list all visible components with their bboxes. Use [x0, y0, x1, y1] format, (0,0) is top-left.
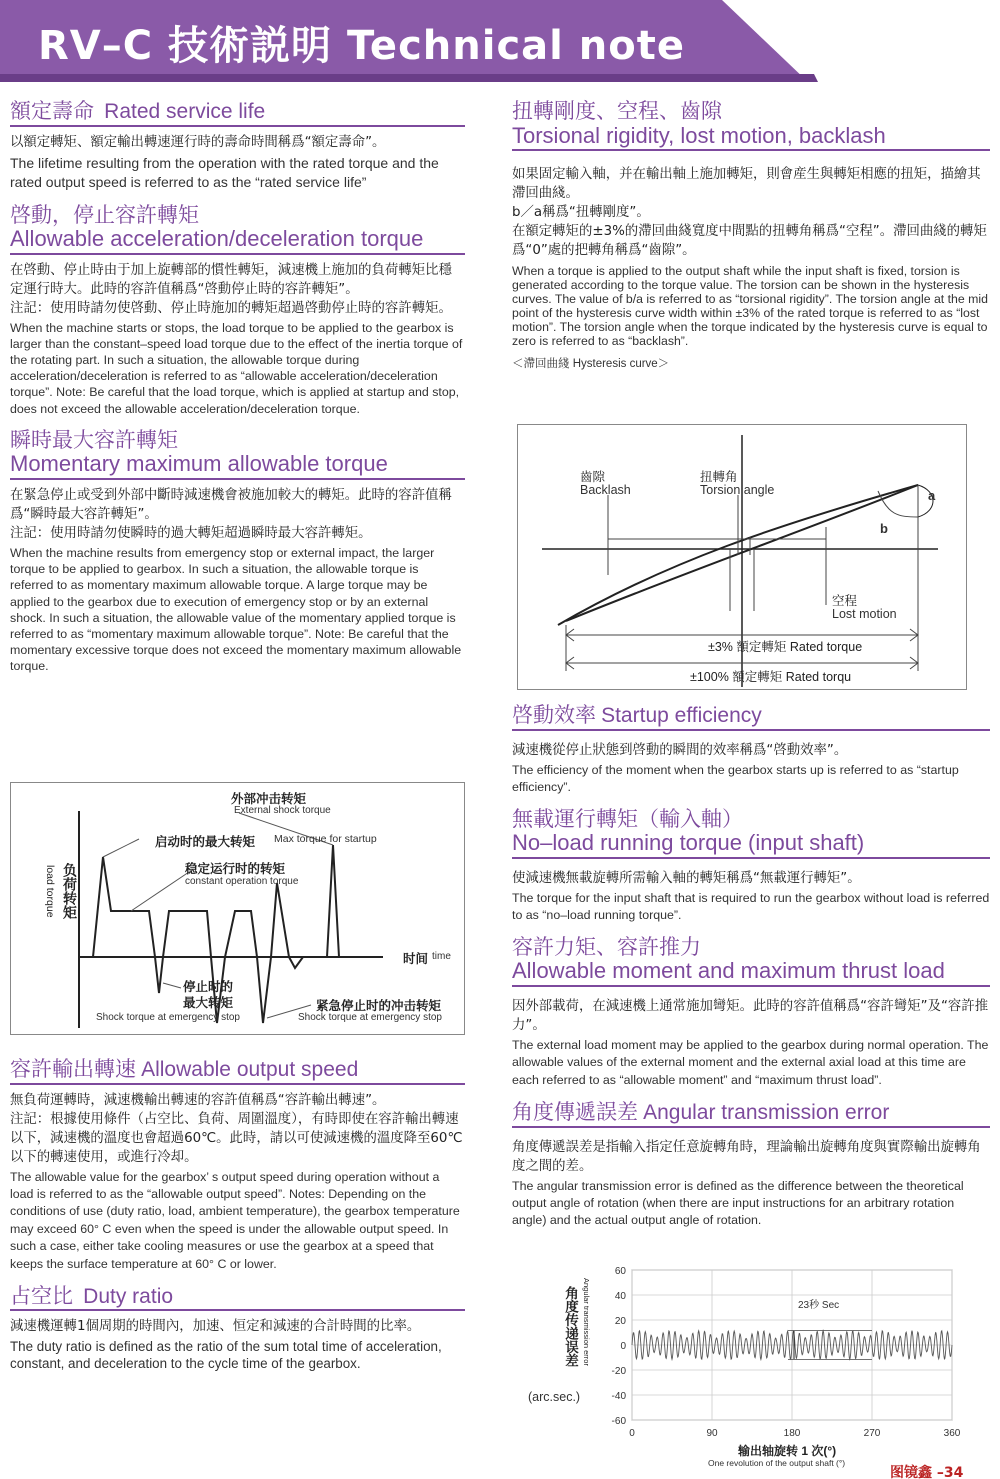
title-en: Allowable moment and maximum thrust load: [512, 958, 945, 984]
body-en: When the machine starts or stops, the load torque to be applied to the gearbox is larger than the constant–speed load torque due to the effect of the inertia torque of the rotating part. In such a situation, the allowable torque during acceleration/deceleration is referred to as “allowable acceleration/deceleration torque”. Note: Be careful that the load torque, which is applied at startup and stop, does not exceed the allowable acceleration/deceleration torque.: [10, 320, 463, 416]
rated-100pct: ±100% 額定轉矩 Rated torqu: [690, 670, 852, 684]
body-en: The efficiency of the moment when the gearbox starts up is referred to as “startup efficiency”.: [512, 762, 959, 794]
rated-3pct: ±3% 額定轉矩 Rated torque: [708, 640, 863, 654]
x-tick-label: 90: [706, 1428, 718, 1439]
body-en: When the machine results from emergency stop or external impact, the larger torque to be applied to gearbox. In such a situation, the allowable torque is referred to as momentary maximum allowable torque. A large torque may be applied to the gearbox due to execution of emergency stop or by an external shock. In such a situation, the allowable value of the momentary applied torque is referred to as “momentary maximum allowable torque”. Note: Be careful that the momentary excessive torque does not exceed the momentary maximum allowable torque.: [10, 546, 462, 674]
y-tick-label: -60: [611, 1416, 626, 1427]
time-zh: 时间: [403, 952, 429, 966]
title-zh: 容許輸出轉速: [10, 1057, 136, 1081]
chart-ylabel-zh: 角度传递误差: [562, 1286, 578, 1367]
section-title: [512, 936, 990, 987]
x-tick-label: 360: [943, 1428, 961, 1439]
stop-zh-2: 最大转矩: [183, 996, 234, 1010]
steady-torque-en: constant operation torque: [185, 876, 299, 887]
right-column: [512, 100, 990, 384]
x-tick-label: 180: [783, 1428, 801, 1439]
section-title: [10, 1058, 465, 1085]
left-column-lower: [10, 1058, 465, 1384]
title-zh: 容許力矩、容許推力: [512, 934, 701, 959]
title-en: Angular transmission error: [643, 1101, 890, 1125]
section-title: [512, 704, 990, 731]
backlash-zh: 齒隙: [580, 470, 606, 484]
section-title: [512, 1101, 990, 1128]
title-en: No–load running torque (input shaft): [512, 830, 865, 856]
angular-error-chart: [520, 1260, 990, 1470]
title-en: Startup efficiency: [601, 704, 762, 727]
page-footer: 图镜鑫 –34: [890, 1465, 964, 1479]
title-zh: 扭轉剛度、空程、齒隙: [512, 99, 722, 123]
body-en: The lifetime resulting from the operation with the rated torque and the rated output speed is referred to as the “rated service life”: [10, 154, 439, 190]
section-title: [512, 808, 990, 859]
chart-yunit: (arc.sec.): [528, 1390, 581, 1404]
ylabel-zh: 负荷转矩: [61, 863, 77, 919]
section-title: [512, 100, 990, 151]
note-zh: 注記：使用時請勿使啓動、停止時施加的轉矩超過啓動停止時的容許轉矩。: [10, 300, 452, 316]
body-en: The duty ratio is defined as the ratio of the sum total time of acceleration, constant, and deceleration to the cycle time of the gearbox.: [10, 1339, 442, 1372]
section-noload: [512, 808, 990, 924]
external-shock-en: External shock torque: [234, 805, 331, 816]
body-zh: 減速機運轉1個周期的時間內，加速、恒定和減速的合計時間的比率。: [10, 1319, 421, 1335]
title-zh: 啓動，停止容許轉矩: [10, 202, 199, 227]
chart-xlabel-en: One revolution of the output shaft (°): [708, 1458, 846, 1468]
chart-xlabel-zh: 输出轴旋转 1 次(°): [738, 1444, 837, 1458]
title-zh: 無載運行轉矩（輸入軸）: [512, 806, 743, 831]
y-tick-label: -20: [611, 1366, 626, 1377]
right-column-lower: [512, 704, 990, 1242]
y-tick-label: 20: [614, 1316, 626, 1327]
y-tick-label: 0: [620, 1341, 626, 1352]
section-title: [10, 204, 465, 255]
steady-torque-zh: 稳定运行时的转矩: [185, 862, 286, 876]
lost-motion-en: Lost motion: [832, 607, 897, 621]
title-en: Rated service life: [104, 100, 266, 123]
time-en: time: [432, 951, 451, 962]
label-b: b: [880, 521, 888, 536]
title-zh: 占空比: [10, 1283, 73, 1308]
title-en: Duty ratio: [83, 1284, 174, 1308]
hysteresis-figure: [517, 424, 967, 690]
section-title: [10, 429, 465, 480]
section-startup: [512, 704, 990, 796]
body-zh: 減速機從停止狀態到啓動的瞬間的效率稱爲“啓動效率”。: [512, 742, 848, 758]
body-en: The allowable value for the gearbox’ s output speed during operation without a load is referred to as the “allowable output speed”. Notes: Depending on the conditions of use (duty ratio, load, ambient temperature), the gearbox temperature may exceed 60° C even when the speed is under the allowable output speed. In such a case, either take cooling measures or use the gearbox at a speed that keeps the surface temperature at 60° C or lower.: [10, 1169, 460, 1271]
torsion-angle-zh: 扭轉角: [700, 470, 738, 484]
x-tick-label: 270: [863, 1428, 881, 1439]
backlash-en: Backlash: [580, 483, 631, 497]
title-zh: 額定壽命: [10, 99, 94, 123]
section-momentary: [10, 429, 465, 675]
title-zh: 啓動效率: [512, 703, 596, 727]
chart-annotation: 23秒 Sec: [798, 1300, 840, 1311]
title-zh: 角度傳遞誤差: [512, 1100, 638, 1125]
left-column: [10, 100, 465, 687]
title-en: Momentary maximum allowable torque: [10, 451, 388, 477]
body-zh: 無負荷運轉時，減速機輸出轉速的容許值稱爲“容許輸出轉速”。: [10, 1092, 386, 1108]
body-zh-3: 在額定轉矩的±3%的滯回曲綫寬度中間點的扭轉角稱爲“空程”。滯回曲綫的轉矩爲“0”處的把轉角稱爲“齒隙”。: [512, 224, 987, 259]
chart-ylabel-en: Angular transmission error: [582, 1278, 591, 1366]
stop-zh-1: 停止时的: [183, 980, 234, 994]
title-zh: 瞬時最大容許轉矩: [10, 427, 178, 452]
section-rated-life: [10, 100, 465, 192]
y-tick-label: 40: [614, 1291, 626, 1302]
note-zh: 注記：根據使用條件（占空比、負荷、周圍溫度），有時即使在容許輸出轉速以下，減速機的溫度也會超過60℃。此時，請以可使減速機的溫度降至60℃以下的轉速使用，或進行冷却。: [10, 1111, 463, 1165]
body-en: The external load moment may be applied to the gearbox during normal operation. The allowable values of the external moment and the external axial load at this time are each referred to as “allowable moment” and “maximum thrust load”.: [512, 1037, 989, 1087]
emergency-en: Shock torque at emergency stop: [298, 1012, 442, 1023]
body-zh: 角度傳遞誤差是指輸入指定任意旋轉角時，理論輸出旋轉角度與實際輸出旋轉角度之間的差。: [512, 1139, 981, 1174]
section-title: [10, 100, 465, 127]
section-angular: [512, 1101, 990, 1230]
title-en: Allowable acceleration/deceleration torque: [10, 226, 424, 252]
ylabel-en: load torque: [44, 865, 56, 918]
hysteresis-caption: ＜滯回曲綫 Hysteresis curve＞: [512, 358, 670, 371]
header-banner: [0, 0, 1000, 82]
body-zh: 在啓動、停止時由于加上旋轉部的慣性轉矩，減速機上施加的負荷轉矩比穩定運行時大。此時的容許值稱爲“啓動停止時的容許轉矩”。: [10, 262, 452, 297]
section-accel: [10, 204, 465, 417]
body-en: The torque for the input shaft that is required to run the gearbox without load is referred to as “no–load running torque”.: [512, 890, 990, 922]
title-en: Allowable output speed: [141, 1058, 359, 1081]
label-a: a: [928, 488, 936, 503]
body-zh: 使減速機無載旋轉所需輸入軸的轉矩稱爲“無載運行轉矩”。: [512, 870, 861, 886]
body-zh: 因外部載荷，在減速機上通常施加彎矩。此時的容許值稱爲“容許彎矩”及“容許推力”。: [512, 998, 989, 1033]
section-title: [10, 1285, 465, 1312]
stop-en: Shock torque at emergency stop: [96, 1012, 240, 1023]
external-shock-zh: 外部冲击转矩: [231, 792, 307, 806]
body-zh: 如果固定輸入軸，并在輸出軸上施加轉矩，則會産生與轉矩相應的扭矩，描繪其滯回曲綫。: [512, 167, 981, 202]
lost-motion-zh: 空程: [832, 594, 858, 608]
section-duty: [10, 1285, 465, 1373]
emergency-zh: 紧急停止时的冲击转矩: [316, 999, 442, 1013]
body-zh: 在緊急停止或受到外部中斷時減速機會被施加較大的轉矩。此時的容許值稱爲“瞬時最大容許轉矩”。: [10, 488, 452, 523]
x-tick-label: 0: [629, 1428, 635, 1439]
body-zh-2: b／a稱爲“扭轉剛度”。: [512, 205, 650, 221]
section-output-speed: [10, 1058, 465, 1273]
body-zh: 以額定轉矩、額定輸出轉速運行時的壽命時間稱爲“額定壽命”。: [10, 134, 386, 150]
y-tick-label: -40: [611, 1391, 626, 1402]
title-en: Torsional rigidity, lost motion, backlash: [512, 122, 886, 148]
page-title: RV–C 技術説明 Technical note: [38, 23, 685, 69]
startup-torque-en: Max torque for startup: [274, 833, 377, 845]
body-en: The angular transmission error is defined as the difference between the theoretical output angle of rotation (when there are input instructions for an arbitrary rotation angle) and the actual output angle of rotation.: [512, 1178, 964, 1228]
section-torsion: [512, 100, 990, 372]
load-torque-figure: [10, 782, 465, 1035]
note-zh: 注記：使用時請勿使瞬時的過大轉矩超過瞬時最大容許轉矩。: [10, 526, 372, 542]
body-en: When a torque is applied to the output shaft while the input shaft is fixed, torsion is generated according to the torque value. The torsion can be shown in the hysteresis curves. The value of b/a is referred to as “torsional rigidity”. The torsion angle at the mid point of the hysteresis curve width within ±3% of the rated torque is referred to as “lost motion”. The torsion angle when the torque indicated by the hysteresis curve is equal to zero is referred to as “backlash”.: [512, 264, 988, 349]
y-tick-label: 60: [614, 1266, 626, 1277]
section-moment: [512, 936, 990, 1089]
torsion-angle-en: Torsion angle: [700, 483, 775, 497]
startup-torque-zh: 启动时的最大转矩: [155, 835, 256, 849]
